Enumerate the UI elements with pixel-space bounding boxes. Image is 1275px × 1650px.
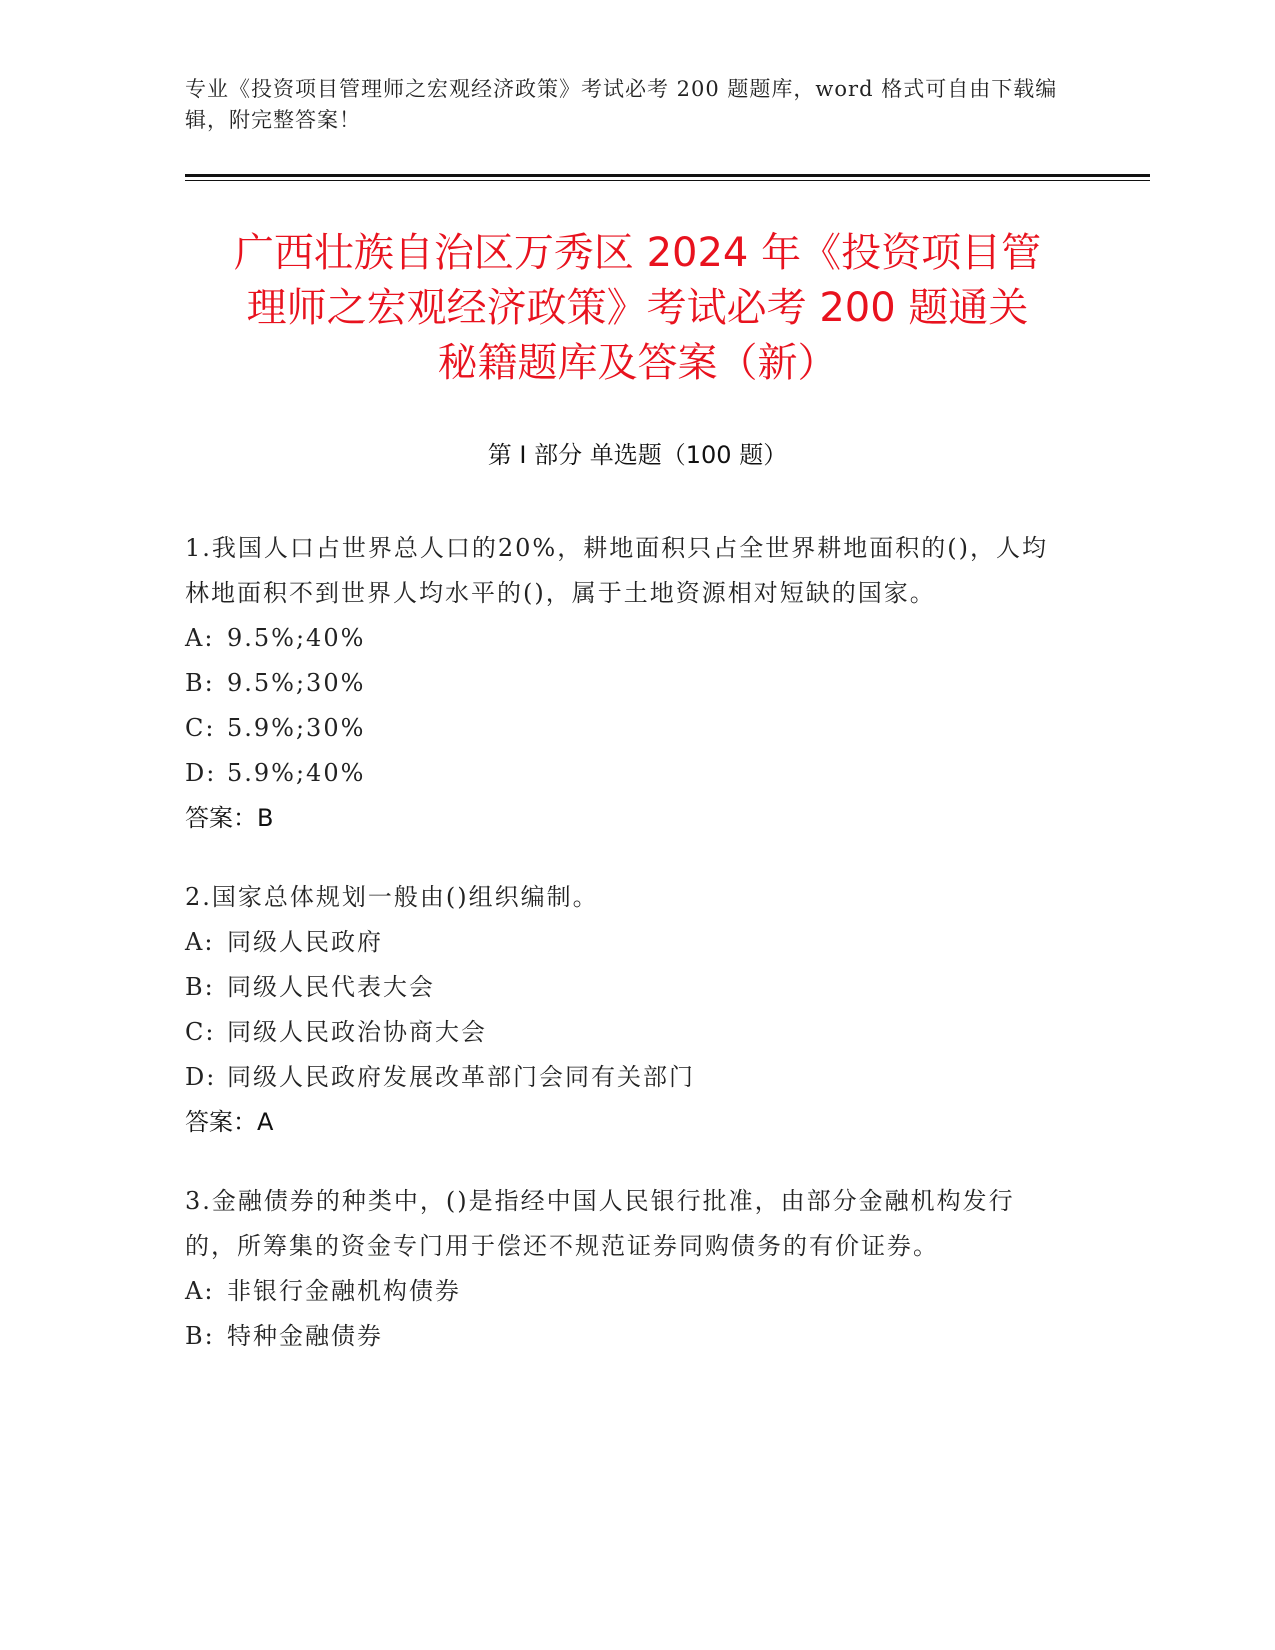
question-stem: 1.我国人口占世界总人口的20%，耕地面积只占全世界耕地面积的()，人均林地面积不到世界人均水平的()，属于土地资源相对短缺的国家。 <box>185 534 1048 607</box>
answer-line: 答案：A <box>185 1108 274 1136</box>
section-heading: 第 I 部分 单选题（100 题） <box>487 441 788 469</box>
option-a <box>185 1269 1065 1314</box>
answer-line: 答案：B <box>185 804 274 832</box>
option-b <box>185 661 1065 706</box>
option-text: 同级人民政治协商大会 <box>227 1018 487 1046</box>
option-text: 同级人民政府发展改革部门会同有关部门 <box>227 1063 695 1091</box>
option-key: C: <box>185 1018 216 1046</box>
title-line: 理师之宏观经济政策》考试必考 200 题通关 <box>246 285 1029 331</box>
option-text: 特种金融债券 <box>227 1322 383 1350</box>
question-item <box>185 526 1065 841</box>
option-a <box>185 920 1065 965</box>
option-key: D: <box>185 1063 217 1091</box>
option-c <box>185 706 1065 751</box>
option-key: B: <box>185 973 215 1001</box>
question-stem: 2.国家总体规划一般由()组织编制。 <box>185 883 599 911</box>
option-a <box>185 616 1065 661</box>
option-key: A: <box>185 624 215 652</box>
option-text: 同级人民政府 <box>227 928 383 956</box>
option-key: C: <box>185 714 216 742</box>
question-item <box>185 875 1065 1145</box>
header-divider-thin <box>185 180 1150 181</box>
option-text: 非银行金融机构债券 <box>227 1277 461 1305</box>
option-text: 9.5%;30% <box>227 669 366 697</box>
question-item <box>185 1179 1065 1359</box>
option-c <box>185 1010 1065 1055</box>
option-key: B: <box>185 1322 215 1350</box>
option-key: B: <box>185 669 215 697</box>
option-b <box>185 1314 1065 1359</box>
option-text: 9.5%;40% <box>227 624 366 652</box>
option-text: 同级人民代表大会 <box>227 973 435 1001</box>
header-divider-thick <box>185 174 1150 177</box>
option-key: D: <box>185 759 217 787</box>
option-key: A: <box>185 928 215 956</box>
option-text: 5.9%;30% <box>227 714 366 742</box>
option-b <box>185 965 1065 1010</box>
question-stem: 3.金融债券的种类中，()是指经中国人民银行批准，由部分金融机构发行的，所筹集的资金专门用于偿还不规范证券同购债务的有价证券。 <box>185 1187 1015 1260</box>
option-text: 5.9%;40% <box>227 759 366 787</box>
option-d <box>185 1055 1065 1100</box>
option-key: A: <box>185 1277 215 1305</box>
option-d <box>185 751 1065 796</box>
header-note: 专业《投资项目管理师之宏观经济政策》考试必考 200 题题库，word 格式可自由下载编辑，附完整答案！ <box>185 77 1058 132</box>
document-title <box>150 226 1125 391</box>
question-list <box>185 526 1065 1393</box>
title-line: 广西壮族自治区万秀区 2024 年《投资项目管 <box>233 230 1042 276</box>
title-line: 秘籍题库及答案（新） <box>437 340 838 386</box>
